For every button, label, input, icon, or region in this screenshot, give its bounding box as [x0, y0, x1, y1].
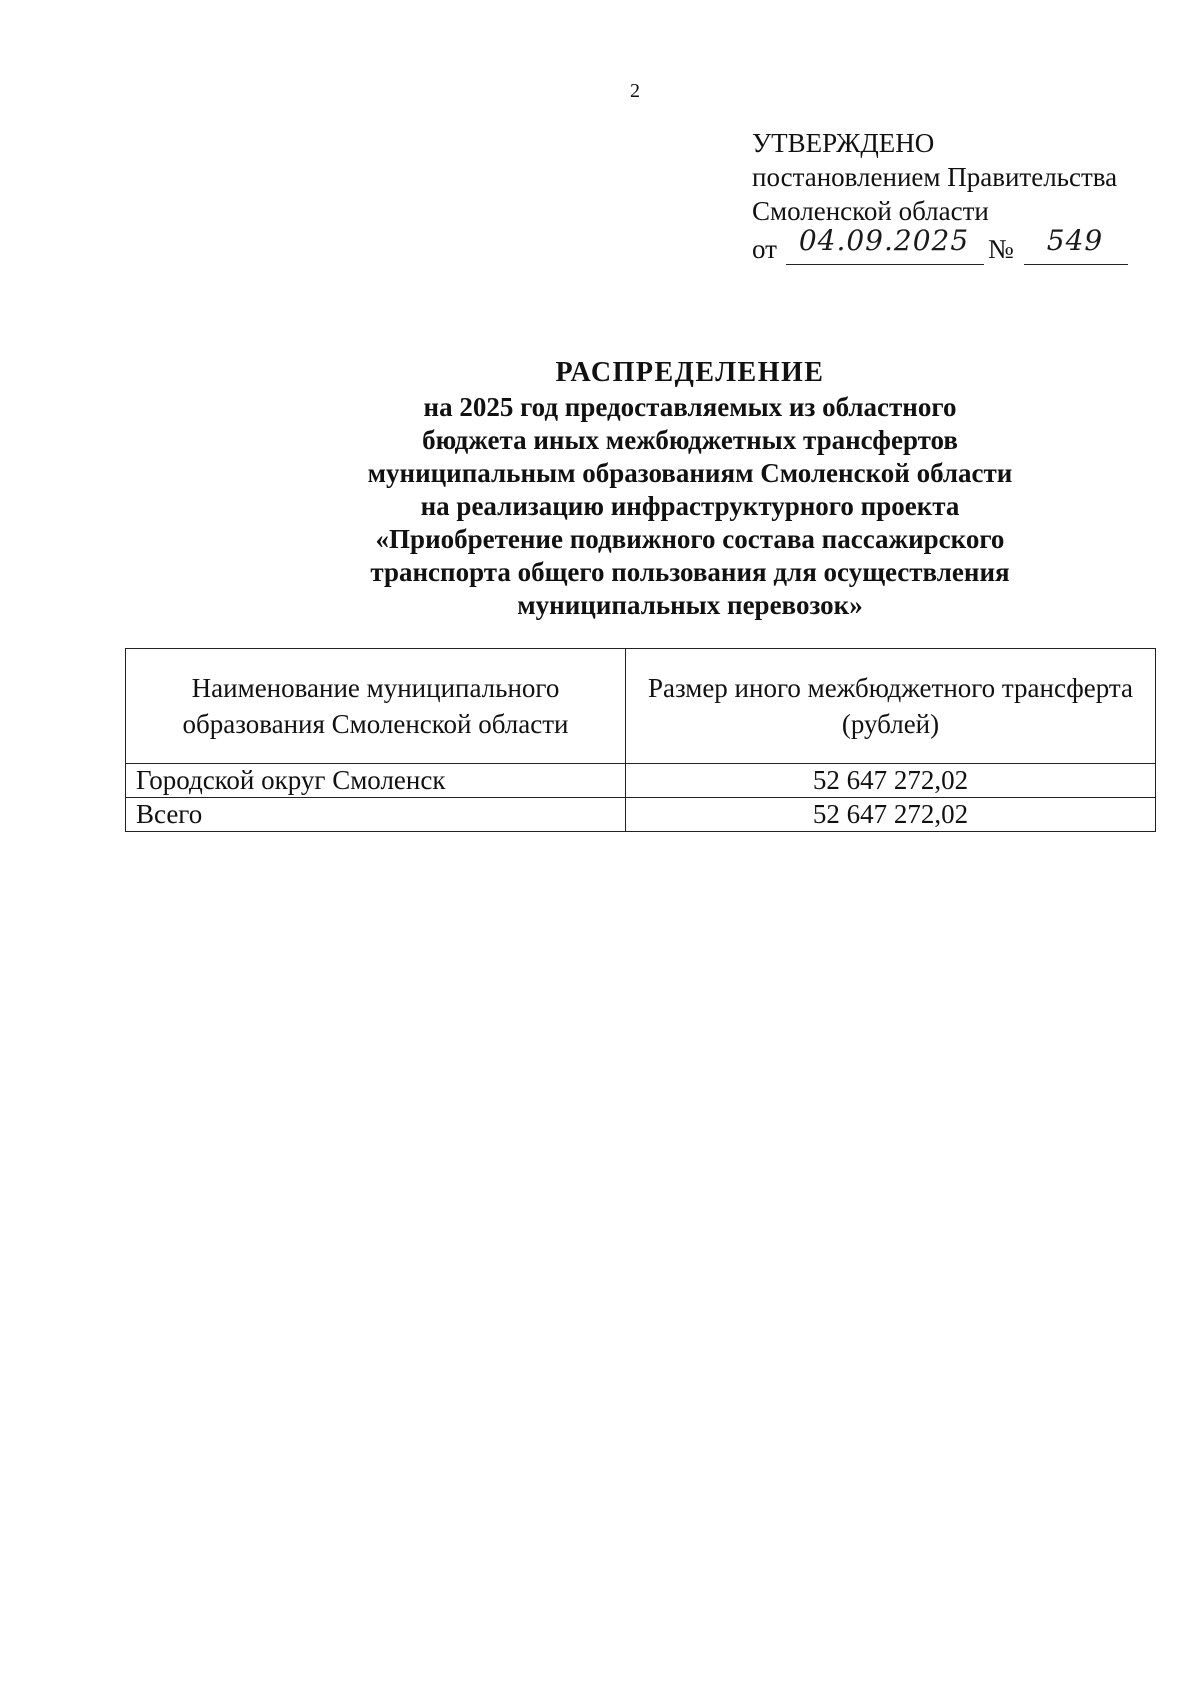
header-municipality: Наименование муниципального образования Смоленской области: [126, 649, 626, 764]
approval-stamp: [752, 126, 1172, 272]
number-sign: №: [988, 234, 1014, 264]
title-main: РАСПРЕДЕЛЕНИЕ: [555, 357, 825, 388]
header-transfer-amount: Размер иного межбюджетного трансферта (рублей): [626, 649, 1156, 764]
distribution-table-container: [125, 648, 1155, 832]
date-prefix: от: [752, 234, 777, 264]
approval-issuer-line-2: Смоленской области: [752, 196, 989, 226]
title-line: транспорта общего пользования для осуществления: [370, 557, 1010, 587]
distribution-table: [125, 648, 1156, 832]
date-underline: [786, 264, 984, 265]
title-line: на 2025 год предоставляемых из областного: [423, 392, 957, 422]
number-underline: [1024, 264, 1128, 265]
title-line: муниципальным образованиям Смоленской области: [367, 458, 1013, 488]
total-amount-cell: 52 647 272,02: [626, 798, 1156, 832]
handwritten-number: 549: [1046, 224, 1104, 257]
table-row: [126, 764, 1156, 798]
title-line: муниципальных перевозок»: [517, 590, 863, 620]
page-number: 2: [630, 80, 640, 102]
handwritten-date: 04.09.2025: [798, 224, 970, 257]
approval-date-number-line: [752, 224, 1172, 272]
document-title: [300, 356, 1080, 622]
approval-issuer-line-1: постановлением Правительства: [752, 162, 1118, 192]
municipality-name-cell: Городской округ Смоленск: [126, 764, 626, 798]
table-header-row: [126, 649, 1156, 764]
title-line: на реализацию инфраструктурного проекта: [420, 491, 960, 521]
table-total-row: [126, 798, 1156, 832]
total-label-cell: Всего: [126, 798, 626, 832]
title-line: «Приобретение подвижного состава пассажирского: [375, 524, 1005, 554]
transfer-amount-cell: 52 647 272,02: [626, 764, 1156, 798]
title-line: бюджета иных межбюджетных трансфертов: [422, 425, 958, 455]
approval-heading: УТВЕРЖДЕНО: [752, 128, 935, 158]
